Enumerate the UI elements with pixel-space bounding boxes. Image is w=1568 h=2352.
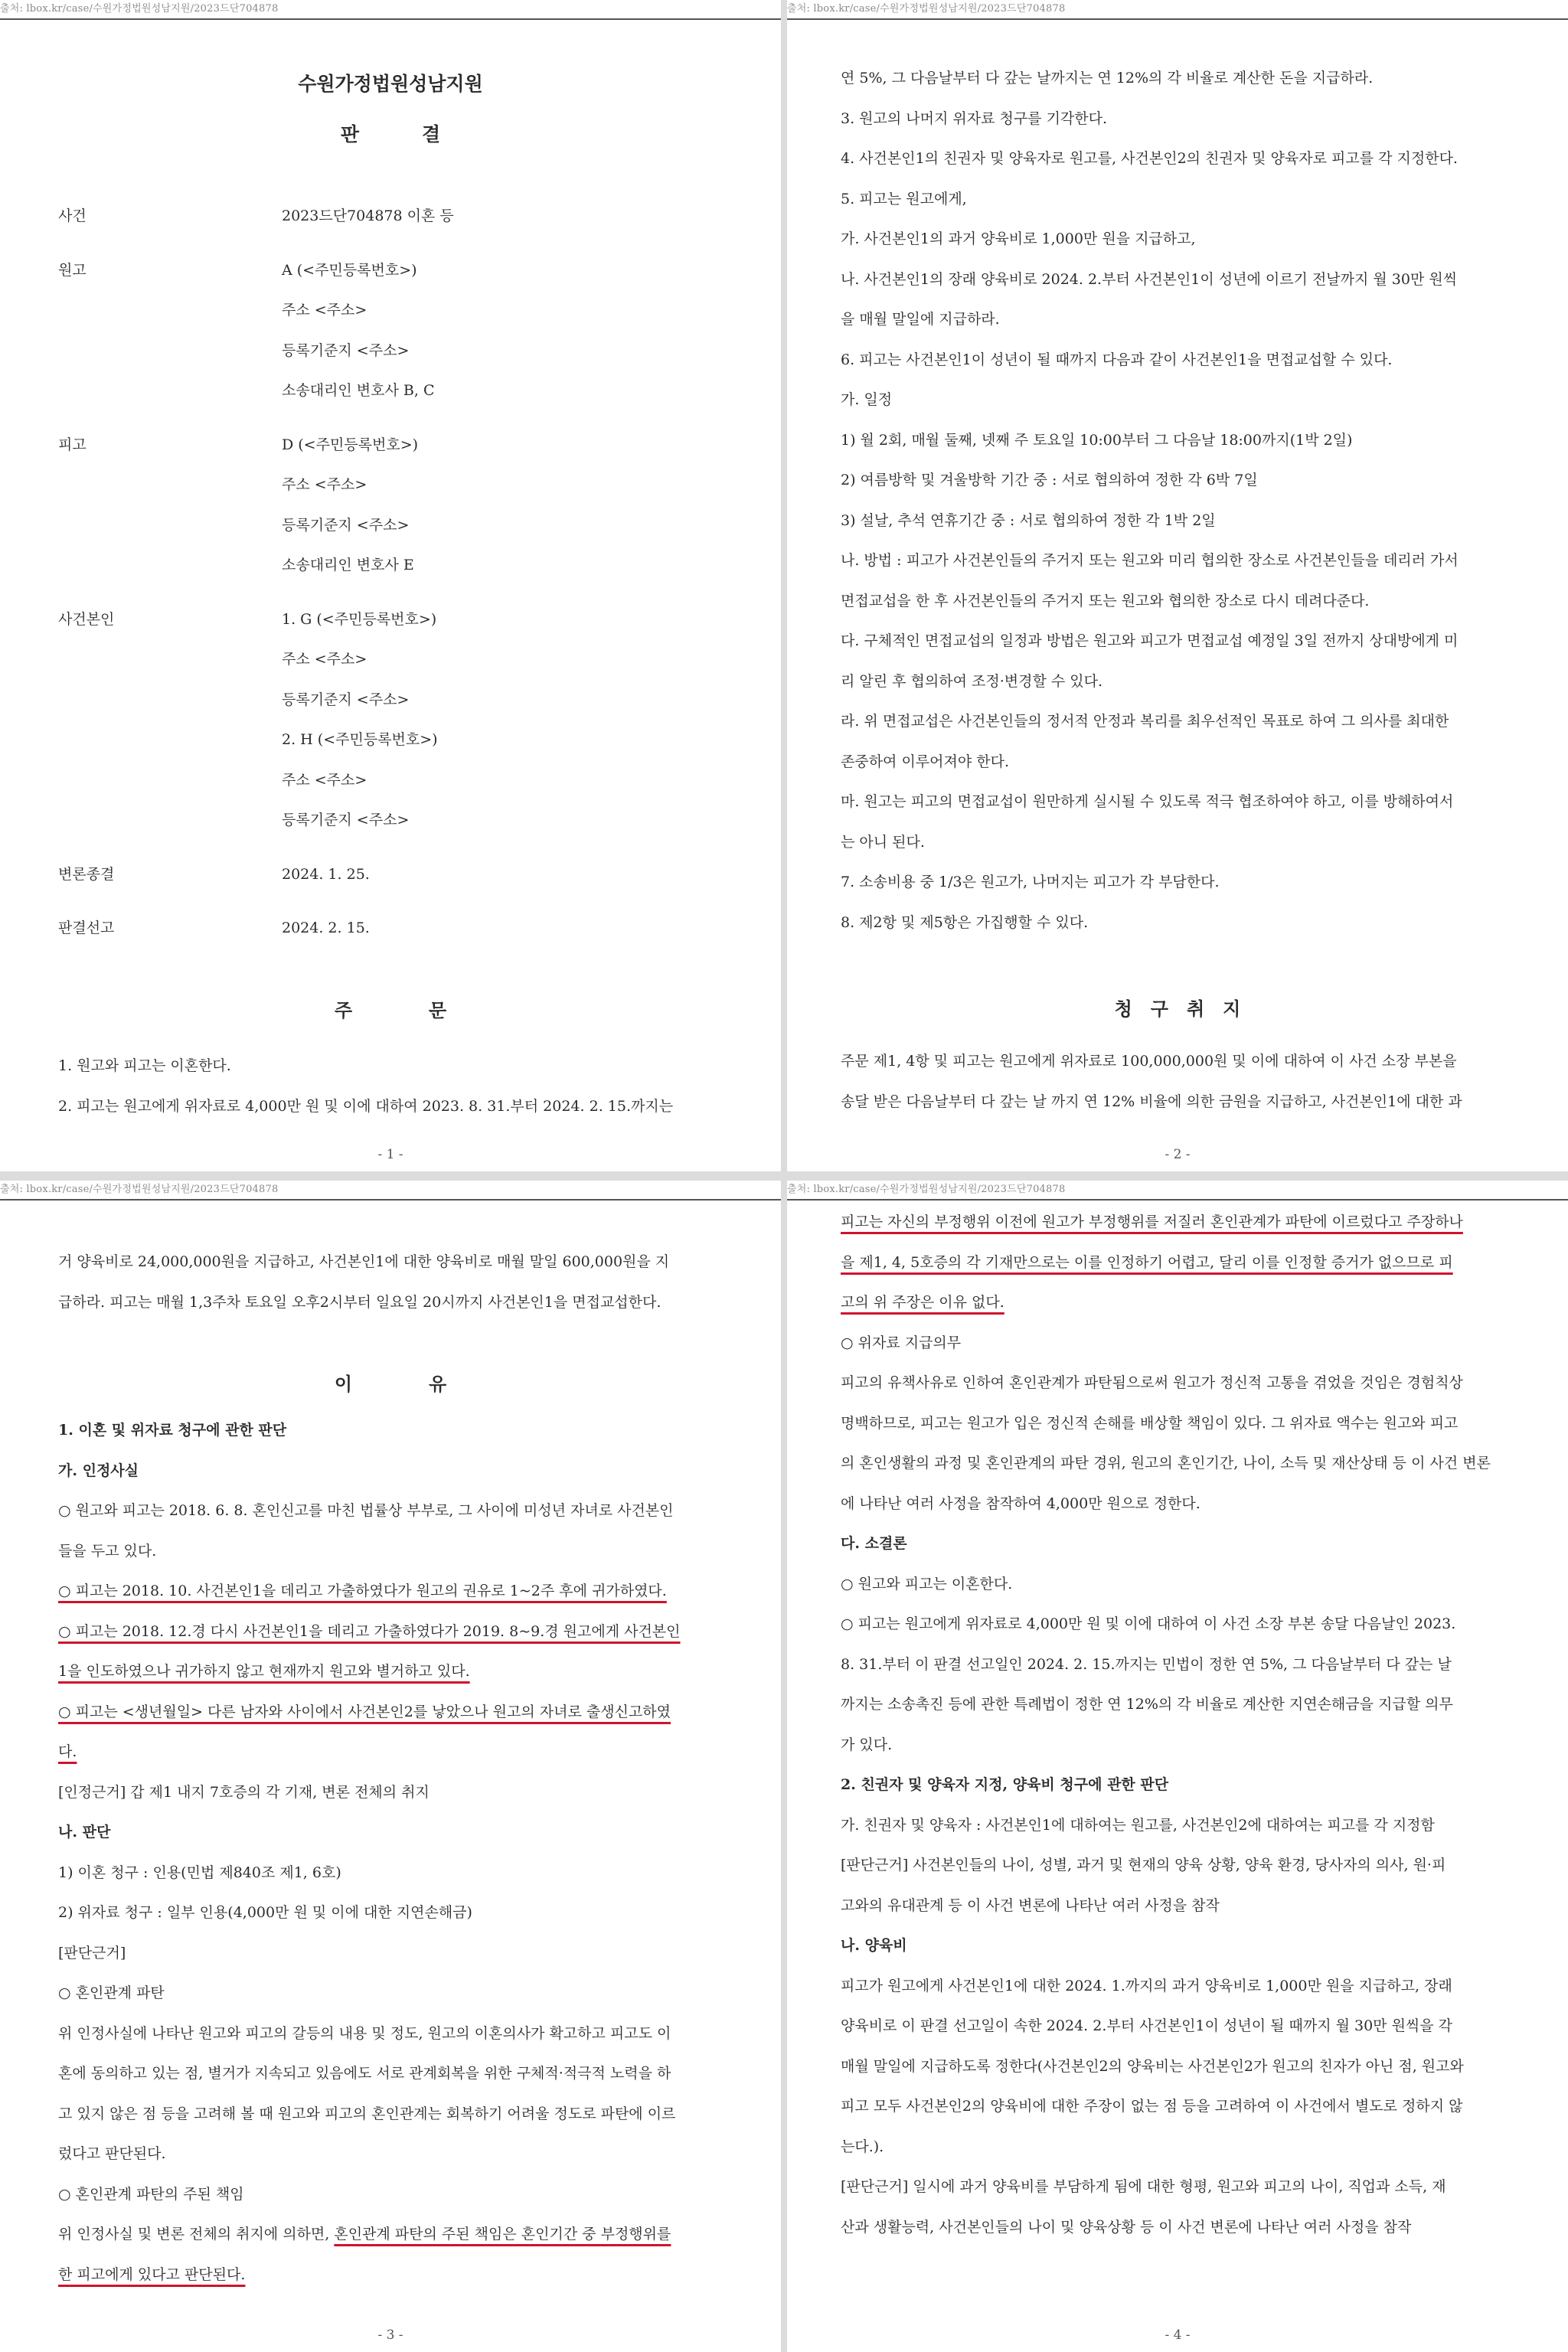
text-line: 2) 위자료 청구 : 일부 인용(4,000만 원 및 이에 대한 지연손해금): [58, 1904, 472, 1921]
party-value: 2023드단704878 이혼 등: [282, 207, 454, 224]
underlined-text: 다.: [58, 1743, 77, 1760]
text-line: 3. 원고의 나머지 위자료 청구를 기각한다.: [841, 109, 1108, 127]
text-line: [58, 1571, 747, 1612]
page-number: - 1 -: [377, 1147, 403, 1162]
text-line: ○ 혼인관계 파탄의 주된 책임: [58, 2185, 244, 2203]
party-value: 소송대리인 변호사 B, C: [282, 382, 435, 399]
party-value: 등록기준지 <주소>: [282, 812, 410, 828]
text-line: 2) 여름방학 및 겨울방학 기간 중 : 서로 협의하여 정한 각 6박 7일: [841, 472, 1258, 488]
text-line: [판단근거] 사건본인들의 나이, 성별, 과거 및 현재의 양육 상황, 양육 환경, 당사자의 의사, 원·피: [841, 1857, 1446, 1873]
text-line: 피고의 유책사유로 인하여 혼인관계가 파탄됨으로써 원고가 정신적 고통을 겪었을 것임은 경험칙상: [841, 1374, 1463, 1391]
party-label: 사건본인: [58, 610, 115, 628]
party-value: 주소 <주소>: [282, 476, 368, 493]
subsection-title: 나. 양육비: [841, 1937, 907, 1954]
page-number: - 4 -: [1165, 2328, 1191, 2343]
text-line: 다. 구체적인 면접교섭의 일정과 방법은 원고와 피고가 면접교섭 예정일 3일 전까지 상대방에게 미: [841, 632, 1459, 649]
party-label: 원고: [58, 261, 87, 279]
text-line: ○ 혼인관계 파탄: [58, 1984, 165, 2001]
party-case: [58, 196, 747, 237]
underlined-text: ○ 피고는 2018. 10. 사건본인1을 데리고 가출하였다가 원고의 권유로 1~2주 후에 귀가하였다.: [58, 1583, 667, 1599]
section-heading-claim: 청구취지: [1114, 998, 1259, 1020]
text-line: 가. 사건본인1의 과거 양육비로 1,000만 원을 지급하고,: [841, 230, 1196, 247]
text-line: [판단근거]: [58, 1944, 126, 1962]
underlined-text: 한 피고에게 있다고 판단된다.: [58, 2265, 246, 2283]
source-url: 출처: lbox.kr/case/수원가정법원성남지원/2023드단704878: [0, 1184, 279, 1195]
party-value: 2. H (<주민등록번호>): [282, 731, 438, 748]
text-line: 8. 제2항 및 제5항은 가집행할 수 있다.: [841, 913, 1089, 931]
order-text: [58, 1046, 747, 1126]
text-line: 나. 방법 : 피고가 사건본인들의 주거지 또는 원고와 미리 협의한 장소로 사건본인들을 데리러 가서: [841, 552, 1459, 569]
party-value: 2024. 2. 15.: [282, 920, 370, 936]
text-line: 3) 설날, 추석 연휴기간 중 : 서로 협의하여 정한 각 1박 2일: [841, 511, 1216, 529]
order-continued: [841, 58, 1534, 942]
text-line: 명백하므로, 피고는 원고가 입은 정신적 손해를 배상할 책임이 있다. 그 위자료 액수는 원고와 피고: [841, 1414, 1459, 1432]
text-line: [841, 1282, 1534, 1323]
text-line: 송달 받은 다음날부터 다 갚는 날 까지 연 12% 비율에 의한 금원을 지급하고, 사건본인1에 대한 과: [841, 1093, 1462, 1110]
text-line: 7. 소송비용 중 1/3은 원고가, 나머지는 피고가 각 부담한다.: [841, 874, 1220, 890]
text-line: 주문 제1, 4항 및 피고는 원고에게 위자료로 100,000,000원 및 이에 대하여 이 사건 소장 부본을: [841, 1053, 1457, 1070]
text-line: [841, 1202, 1534, 1243]
text-line: ○ 원고와 피고는 이혼한다.: [841, 1575, 1013, 1592]
text-line: 을 매월 말일에 지급하라.: [841, 311, 1000, 328]
text-line: ○ 피고는 원고에게 위자료로 4,000만 원 및 이에 대하여 이 사건 소장 부본 송달 다음날인 2023.: [841, 1615, 1456, 1632]
party-closing-date: [58, 854, 747, 895]
reasons-text: [58, 1410, 747, 2295]
text-line: [58, 2255, 747, 2295]
text-line: 1) 이혼 청구 : 인용(민법 제840조 제1, 6호): [58, 1864, 341, 1881]
text-line: 급하라. 피고는 매월 1,3주차 토요일 오후2시부터 일요일 20시까지 사건본인1을 면접교섭한다.: [58, 1293, 662, 1311]
party-table: [58, 196, 747, 949]
party-plaintiff: [58, 250, 747, 411]
text-line: [인정근거] 갑 제1 내지 7호증의 각 기재, 변론 전체의 취지: [58, 1783, 430, 1801]
party-label: 판결선고: [58, 920, 115, 936]
text-line: 거 양육비로 24,000,000원을 지급하고, 사건본인1에 대한 양육비로 매월 말일 600,000원을 지: [58, 1253, 670, 1270]
text-line: 가. 친권자 및 양육자 : 사건본인1에 대하여는 원고를, 사건본인2에 대하여는 피고를 각 지정함: [841, 1816, 1435, 1834]
header-rule: [787, 1199, 1568, 1200]
source-url: 출처: lbox.kr/case/수원가정법원성남지원/2023드단704878: [0, 3, 279, 15]
party-value: A (<주민등록번호>): [282, 261, 417, 279]
header-rule: [0, 18, 781, 20]
text-line: 고와의 유대관계 등 이 사건 변론에 나타난 여러 사정을 참작: [841, 1896, 1220, 1914]
judgment-page-3: [0, 1181, 781, 2352]
judgment-page-2: [787, 0, 1568, 1171]
text-line: 는다.).: [841, 2138, 884, 2155]
header-rule: [0, 1199, 781, 1200]
reasons-continued: [841, 1202, 1534, 2247]
court-name: 수원가정법원성남지원: [298, 73, 483, 95]
subsection-title: 다. 소결론: [841, 1535, 907, 1552]
header-rule: [787, 18, 1568, 20]
document-type: 판결: [340, 123, 504, 145]
text-line: 위 인정사실에 나타난 원고와 피고의 갈등의 내용 및 정도, 원고의 이혼의사가 확고하고 피고도 이: [58, 2024, 671, 2042]
text-line: 8. 31.부터 이 판결 선고일인 2024. 2. 15.까지는 민법이 정한 연 5%, 그 다음날부터 다 갚는 날: [841, 1655, 1452, 1673]
page-number: - 2 -: [1165, 1147, 1191, 1162]
party-value: D (<주민등록번호>): [282, 436, 419, 453]
underlined-text: 혼인관계 파탄의 주된 책임은 혼인기간 중 부정행위를: [334, 2226, 671, 2243]
text-line: ○ 위자료 지급의무: [841, 1334, 962, 1351]
text-line: 존중하여 이루어져야 한다.: [841, 753, 1010, 770]
party-value: 주소 <주소>: [282, 651, 368, 668]
underlined-text: ○ 피고는 2018. 12.경 다시 사건본인1을 데리고 가출하였다가 2019. 8~9.경 원고에게 사건본인: [58, 1622, 681, 1640]
underlined-text: 고의 위 주장은 이유 없다.: [841, 1294, 1004, 1311]
text-line: 1. 원고와 피고는 이혼한다.: [58, 1057, 231, 1074]
text-line: 5. 피고는 원고에게,: [841, 190, 967, 207]
section-title: 2. 친권자 및 양육자 지정, 양육비 청구에 관한 판단: [841, 1776, 1169, 1793]
text-line: 피고 모두 사건본인2의 양육비에 대한 주장이 없는 점 등을 고려하여 이 사건에서 별도로 정하지 않: [841, 2098, 1463, 2115]
party-defendant: [58, 425, 747, 586]
judgment-page-4: [787, 1181, 1568, 2352]
text-line: 4. 사건본인1의 친권자 및 양육자로 원고를, 사건본인2의 친권자 및 양육자로 피고를 각 지정한다.: [841, 150, 1458, 167]
section-heading-order: 주문: [334, 999, 524, 1021]
party-value: 주소 <주소>: [282, 771, 368, 789]
text-line: 가 있다.: [841, 1736, 893, 1753]
underlined-text: ○ 피고는 <생년월일> 다른 남자와 사이에서 사건본인2를 낳았으나 원고의 자녀로 출생신고하였: [58, 1703, 671, 1720]
source-url: 출처: lbox.kr/case/수원가정법원성남지원/2023드단704878: [787, 1184, 1066, 1195]
text-line: [58, 2214, 747, 2255]
text-line: 가. 일정: [841, 391, 893, 408]
page-number: - 3 -: [377, 2328, 403, 2343]
party-principals: [58, 599, 747, 841]
text-line: 산과 생활능력, 사건본인들의 나이 및 양육상황 등 이 사건 변론에 나타난 여러 사정을 참작: [841, 2218, 1412, 2236]
party-value: 등록기준지 <주소>: [282, 691, 410, 708]
underlined-text: 을 제1, 4, 5호증의 각 기재만으로는 이를 인정하기 어렵고, 달리 이를 인정할 증거가 없으므로 피: [841, 1253, 1453, 1271]
text-line: 에 나타난 여러 사정을 참작하여 4,000만 원으로 정한다.: [841, 1494, 1200, 1512]
text-line: 고 있지 않은 점 등을 고려해 볼 때 원고와 피고의 혼인관계는 회복하기 어려울 정도로 파탄에 이르: [58, 2105, 676, 2122]
text-line: [58, 1692, 747, 1733]
text-line: 까지는 소송촉진 등에 관한 특례법이 정한 연 12%의 각 비율로 계산한 지연손해금을 지급할 의무: [841, 1696, 1453, 1713]
text-line: 는 아니 된다.: [841, 833, 925, 851]
text-line: 라. 위 면접교섭은 사건본인들의 정서적 안정과 복리를 최우선적인 목표로 하여 그 의사를 최대한: [841, 713, 1449, 730]
claim-text: [841, 1041, 1534, 1122]
subsection-title: 가. 인정사실: [58, 1462, 139, 1479]
party-value: 등록기준지 <주소>: [282, 516, 410, 534]
party-value: 주소 <주소>: [282, 302, 368, 318]
party-value: 소송대리인 변호사 E: [282, 557, 414, 573]
source-url: 출처: lbox.kr/case/수원가정법원성남지원/2023드단704878: [787, 3, 1066, 15]
text-line: 양육비로 이 판결 선고일이 속한 2024. 2.부터 사건본인1이 성년이 될 때까지 월 30만 원씩을 각: [841, 2017, 1453, 2034]
text-line: 혼에 동의하고 있는 점, 별거가 지속되고 있음에도 서로 관계회복을 위한 구체적·적극적 노력을 하: [58, 2065, 671, 2082]
text-line: [58, 1732, 747, 1772]
judgment-page-1: [0, 0, 781, 1171]
text-line: [판단근거] 일시에 과거 양육비를 부담하게 됨에 대한 형평, 원고와 피고의 나이, 직업과 소득, 재: [841, 2178, 1446, 2195]
text-line: 의 혼인생활의 과정 및 혼인관계의 파탄 경위, 원고의 혼인기간, 나이, 소득 및 재산상태 등 이 사건 변론: [841, 1455, 1491, 1472]
party-value: 2024. 1. 25.: [282, 865, 370, 883]
section-heading-reasons: 이유: [334, 1373, 524, 1395]
claim-continued: [58, 1242, 747, 1322]
text-line: 매월 말일에 지급하도록 정한다(사건본인2의 양육비는 사건본인2가 원고의 친자가 아닌 점, 원고와: [841, 2057, 1464, 2075]
text-line: 연 5%, 그 다음날부터 다 갚는 날까지는 연 12%의 각 비율로 계산한 돈을 지급하라.: [841, 70, 1374, 87]
party-label: 변론종결: [58, 865, 115, 883]
text-line: 6. 피고는 사건본인1이 성년이 될 때까지 다음과 같이 사건본인1을 면접교섭할 수 있다.: [841, 351, 1393, 368]
party-label: 피고: [58, 436, 87, 453]
text-line: 들을 두고 있다.: [58, 1542, 157, 1560]
text-line: 마. 원고는 피고의 면접교섭이 원만하게 실시될 수 있도록 적극 협조하여야 하고, 이를 방해하여서: [841, 793, 1454, 810]
party-judgment-date: [58, 908, 747, 949]
text-line: 2. 피고는 원고에게 위자료로 4,000만 원 및 이에 대하여 2023. 8. 31.부터 2024. 2. 15.까지는: [58, 1097, 674, 1115]
text-line: [58, 1612, 747, 1652]
text-segment: 위 인정사실 및 변론 전체의 취지에 의하면,: [58, 2226, 335, 2243]
underlined-text: 1을 인도하였으나 귀가하지 않고 현재까지 원고와 별거하고 있다.: [58, 1663, 470, 1680]
underlined-text: 피고는 자신의 부정행위 이전에 원고가 부정행위를 저질러 혼인관계가 파탄에 이르렀다고 주장하나: [841, 1214, 1463, 1230]
text-line: 1) 월 2회, 매월 둘째, 넷째 주 토요일 10:00부터 그 다음날 18:00까지(1박 2일): [841, 431, 1353, 449]
text-line: 피고가 원고에게 사건본인1에 대한 2024. 1.까지의 과거 양육비로 1,000만 원을 지급하고, 장래: [841, 1977, 1452, 1994]
text-line: 면접교섭을 한 후 사건본인들의 주거지 또는 원고와 협의한 장소로 다시 데려다준다.: [841, 592, 1370, 609]
party-value: 1. G (<주민등록번호>): [282, 610, 437, 628]
text-line: [841, 1243, 1534, 1283]
party-value: 등록기준지 <주소>: [282, 341, 410, 359]
party-label: 사건: [58, 207, 87, 224]
text-line: 리 알린 후 협의하여 조정·변경할 수 있다.: [841, 672, 1102, 690]
text-line: 나. 사건본인1의 장래 양육비로 2024. 2.부터 사건본인1이 성년에 이르기 전날까지 월 30만 원씩: [841, 270, 1458, 288]
subsection-title: 나. 판단: [58, 1824, 111, 1841]
text-line: ○ 원고와 피고는 2018. 6. 8. 혼인신고를 마친 법률상 부부로, 그 사이에 미성년 자녀로 사건본인: [58, 1502, 674, 1519]
section-title: 1. 이혼 및 위자료 청구에 관한 판단: [58, 1422, 287, 1439]
text-line: 렀다고 판단된다.: [58, 2145, 166, 2162]
text-line: [58, 1651, 747, 1692]
